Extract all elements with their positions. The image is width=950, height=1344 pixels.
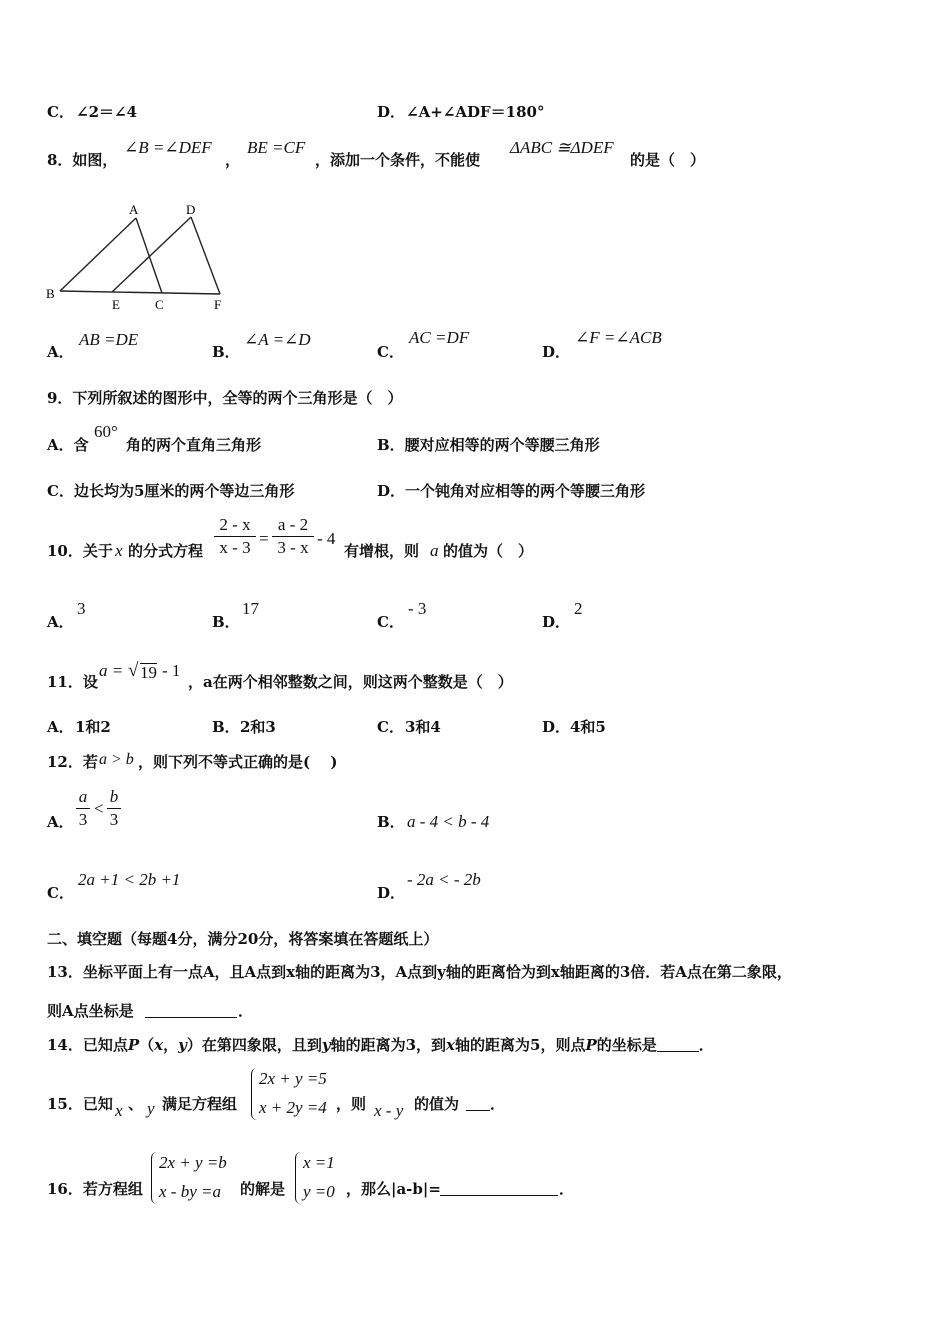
figure-label-c: C xyxy=(155,297,164,312)
q16-period: ． xyxy=(559,1180,575,1198)
q12-option-a-denominator-right: 3 xyxy=(109,810,119,829)
q12-prefix: 12．若 xyxy=(47,753,98,771)
q12-option-d-math: - 2a < - 2b xyxy=(407,870,481,889)
q14-point-p: P xyxy=(127,1036,140,1054)
q13-line2-prefix: 则A点坐标是 xyxy=(47,1002,134,1020)
q15-system-brace xyxy=(251,1068,258,1120)
q15-comma-text: ，则 xyxy=(336,1095,367,1113)
q8-option-b-text: ∠A =∠D xyxy=(244,330,311,349)
q10-variable-a: a xyxy=(430,541,439,560)
q13-line1: 13．坐标平面上有一点A，且A点到x轴的距离为3，A点到y轴的距离恰为到x轴距离的3倍．若A点在第二象限， xyxy=(47,963,792,981)
q11-sqrt-sign: √ xyxy=(128,660,139,681)
q10-option-a-value: 3 xyxy=(77,599,86,618)
figure-label-b: B xyxy=(46,286,55,301)
q15-prefix: 15．已知 xyxy=(47,1095,113,1113)
figure-label-f: F xyxy=(214,297,222,312)
q7-option-c-label: C． xyxy=(47,103,74,121)
q10-option-c-value: - 3 xyxy=(408,599,427,618)
q8-prefix: 8．如图， xyxy=(47,151,118,169)
q10-option-a-label: A． xyxy=(47,613,74,631)
figure-side-df xyxy=(191,217,220,294)
q11-option-a-text: 1和2 xyxy=(75,718,111,736)
q11-prefix: 11．设 xyxy=(47,673,98,691)
q16-system-brace xyxy=(151,1152,158,1204)
q16-end-text: ，那么|a-b|= xyxy=(346,1180,441,1198)
q14-y-axis: y xyxy=(321,1036,331,1054)
q9-option-c: C．边长均为5厘米的两个等边三角形 xyxy=(47,482,295,500)
figure-label-a: A xyxy=(129,202,139,217)
q14-x-axis: x xyxy=(446,1036,455,1054)
q7-option-d-label: D． xyxy=(377,103,406,121)
q11-option-a-label: A． xyxy=(47,718,74,736)
q12-condition: a > b xyxy=(99,751,134,768)
q11-option-c-text: 3和4 xyxy=(405,718,441,736)
q15-y: y xyxy=(147,1099,155,1118)
q12-option-c-label: C． xyxy=(47,884,74,902)
q10-fraction-left-numerator: 2 - x xyxy=(214,516,256,537)
q16-solution-y: y =0 xyxy=(303,1182,335,1201)
q13-line2-suffix: ． xyxy=(238,1002,254,1020)
q12-option-a-fraction-right xyxy=(107,788,121,829)
figure-label-d: D xyxy=(186,202,196,217)
q8-option-c-text: AC =DF xyxy=(409,328,470,347)
q11-math-a: a = xyxy=(99,661,124,680)
q13-answer-blank[interactable] xyxy=(145,1017,237,1018)
q9-option-a-label: A．含 xyxy=(47,436,89,454)
q14-part3: ）在第四象限，且到 xyxy=(186,1036,322,1054)
q15-equation-2: x + 2y =4 xyxy=(259,1098,327,1117)
q8-option-b-label: B． xyxy=(212,343,240,361)
q14-part1: 14．已知点 xyxy=(47,1036,128,1054)
q10-option-b-value: 17 xyxy=(242,599,259,618)
q10-option-d-label: D． xyxy=(542,613,571,631)
q10-variable-x: x xyxy=(115,541,123,560)
q11-option-b-label: B． xyxy=(212,718,240,736)
q14-y: y xyxy=(178,1036,187,1054)
q12-option-b-math: a - 4 < b - 4 xyxy=(407,812,490,831)
q11-option-b-text: 2和3 xyxy=(240,718,276,736)
q14-part2: （ xyxy=(139,1036,155,1054)
q8-congruence: ΔABC ≅ΔDEF xyxy=(510,138,614,157)
q15-answer-blank[interactable] xyxy=(466,1110,490,1111)
q15-end-text: 的值为 xyxy=(414,1095,460,1113)
q8-option-d-label: D． xyxy=(542,343,571,361)
q15-separator: 、 xyxy=(128,1095,144,1113)
q16-solution-x: x =1 xyxy=(303,1153,335,1172)
q16-prefix: 16．若方程组 xyxy=(47,1180,143,1198)
q11-option-d-text: 4和5 xyxy=(570,718,606,736)
q12-option-b-label: B． xyxy=(377,813,405,831)
q7-option-c-text: ∠2＝∠4 xyxy=(76,103,138,121)
q12-option-a-numerator-left: a xyxy=(76,788,90,809)
q10-option-b-label: B． xyxy=(212,613,240,631)
q10-prefix: 10．关于 xyxy=(47,542,113,560)
q8-condition-angle: ∠B =∠DEF xyxy=(124,138,212,157)
q10-after-text: 有增根，则 xyxy=(344,542,420,560)
q10-option-c-label: C． xyxy=(377,613,404,631)
q8-option-a-label: A． xyxy=(47,343,74,361)
q10-equals: = xyxy=(259,529,269,548)
q15-expression: x - y xyxy=(374,1101,404,1120)
q14-part5: 轴的距离为5，则点 xyxy=(455,1036,586,1054)
q12-option-a-label: A． xyxy=(47,813,74,831)
q14-question xyxy=(47,1036,714,1054)
q9-stem: 9．下列所叙述的图形中，全等的两个三角形是（ ） xyxy=(47,389,403,407)
q14-x: x xyxy=(154,1036,164,1054)
q14-point-p2: P xyxy=(585,1036,597,1054)
q10-fraction-right-numerator: a - 2 xyxy=(272,516,314,537)
q16-solution-brace xyxy=(295,1152,302,1204)
q10-option-d-value: 2 xyxy=(574,599,583,618)
q16-equation-1: 2x + y =b xyxy=(159,1153,227,1172)
q16-mid-text: 的解是 xyxy=(240,1180,286,1198)
q10-tail: - 4 xyxy=(317,529,336,548)
q10-mid-text: 的分式方程 xyxy=(128,542,204,560)
q14-comma: ， xyxy=(163,1036,179,1054)
q16-equation-2: x - by =a xyxy=(159,1182,221,1201)
q12-option-a-denominator-left: 3 xyxy=(78,810,88,829)
q11-option-d-label: D． xyxy=(542,718,571,736)
q11-math-tail: - 1 xyxy=(162,661,181,680)
q8-mid-text: ，添加一个条件，不能使 xyxy=(315,151,481,169)
q8-option-a-text: AB =DE xyxy=(79,330,139,349)
q7-option-d-text: ∠A+∠ADF＝180° xyxy=(406,103,545,121)
q12-option-a-numerator-right: b xyxy=(107,788,121,809)
q11-text: ，a在两个相邻整数之间，则这两个整数是（ ） xyxy=(188,673,513,691)
q15-mid-text: 满足方程组 xyxy=(162,1095,238,1113)
q8-option-c-label: C． xyxy=(377,343,404,361)
q14-end: ． xyxy=(698,1036,714,1054)
q12-option-a-fraction-left xyxy=(76,788,90,829)
q12-text: ，则下列不等式正确的是( ) xyxy=(138,753,338,771)
q9-option-d: D．一个钝角对应相等的两个等腰三角形 xyxy=(377,482,646,500)
q14-answer-blank[interactable] xyxy=(657,1036,699,1052)
q16-answer-blank[interactable] xyxy=(440,1195,558,1196)
q12-option-a-less-than: < xyxy=(94,799,104,818)
q15-equation-1: 2x + y =5 xyxy=(259,1069,327,1088)
q9-option-a-text: 角的两个直角三角形 xyxy=(126,436,262,454)
q10-end-text: 的值为（ ） xyxy=(443,542,534,560)
figure-side-ed xyxy=(112,217,191,292)
q11-option-c-label: C． xyxy=(377,718,404,736)
section-heading-fill-in: 二、填空题（每题4分，满分20分，将答案填在答题纸上） xyxy=(47,930,439,948)
q11-radicand: 19 xyxy=(140,663,157,682)
q10-fraction-right xyxy=(272,516,314,557)
q14-part6: 的坐标是 xyxy=(596,1036,657,1054)
q12-option-c-math: 2a +1 < 2b +1 xyxy=(78,870,181,889)
q8-separator: ， xyxy=(225,151,241,169)
q8-triangle-figure xyxy=(40,196,240,314)
q10-fraction-left-denominator: x - 3 xyxy=(219,538,251,557)
q10-fraction-right-denominator: 3 - x xyxy=(277,538,309,557)
figure-side-ac xyxy=(136,218,162,293)
q8-option-d-text: ∠F =∠ACB xyxy=(575,328,662,347)
q14-part4: 轴的距离为3，到 xyxy=(330,1036,447,1054)
q8-suffix: 的是（ ） xyxy=(630,151,706,169)
q15-x: x xyxy=(115,1101,123,1120)
figure-label-e: E xyxy=(112,297,120,312)
q9-option-a-math: 60° xyxy=(94,422,118,441)
q10-fraction-left xyxy=(214,516,256,557)
figure-base-line xyxy=(60,291,220,294)
q9-option-b: B．腰对应相等的两个等腰三角形 xyxy=(377,436,600,454)
q15-period: ． xyxy=(490,1095,506,1113)
q12-option-d-label: D． xyxy=(377,884,406,902)
q8-condition-segment: BE =CF xyxy=(247,138,306,157)
